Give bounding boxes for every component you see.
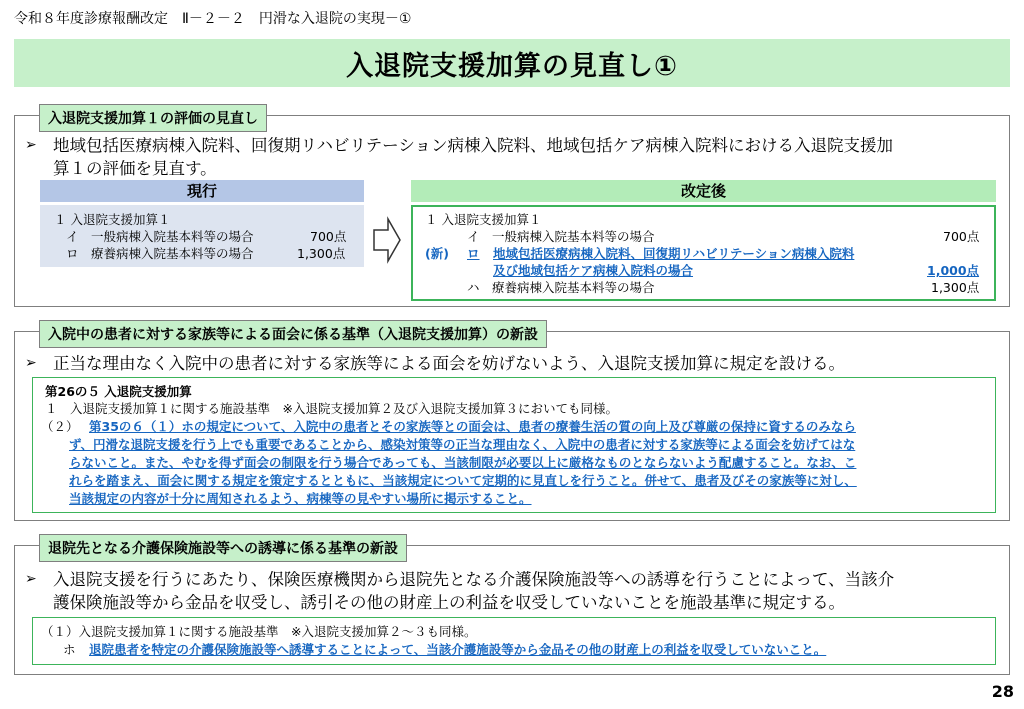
provision-line: 第35の６（１）ホの規定について、入院中の患者とその家族等との面会は、患者の療養生活の質の向上及び尊厳の保持に資するのみなら — [89, 419, 856, 434]
section-bullet — [25, 134, 1005, 180]
arrow-bullet-icon: ➢ — [25, 355, 37, 371]
current-item-i: イ 一般病棟入院基本料等の場合 — [66, 229, 254, 244]
revised-line: １ 入退院支援加算１ — [425, 212, 542, 227]
section-bullet — [25, 352, 1005, 375]
bullet-text-line: 地域包括医療病棟入院料、回復期リハビリテーション病棟入院料、地域包括ケア病棟入院料における入退院支援加 — [53, 136, 894, 155]
current-line: １ 入退院支援加算１ — [54, 212, 171, 227]
title-banner — [14, 39, 1010, 87]
provision-box — [32, 377, 996, 513]
bullet-text-line: 護保険施設等から金品を収受し、誘引その他の財産上の利益を収受していないことを施設基準に規定する。 — [53, 593, 845, 612]
provision-line: 当該規定の内容が十分に周知されるよう、病棟等の見やすい場所に掲示すること。 — [69, 491, 532, 506]
provision-item-ho: ホ — [63, 642, 76, 657]
revised-heading: 改定後 — [411, 180, 996, 202]
current-content — [40, 205, 364, 267]
right-arrow-icon — [372, 215, 402, 265]
arrow-bullet-icon: ➢ — [25, 571, 37, 587]
bullet-text-line: 正当な理由なく入院中の患者に対する家族等による面会を妨げないよう、入退院支援加算に規定を設ける。 — [53, 354, 845, 373]
provision-line: らないこと。また、やむを得ず面会の制限を行う場合であっても、当該制限が必要以上に厳格なものとならないよう配慮すること。なお、こ — [69, 455, 857, 470]
new-tag: (新) — [425, 246, 449, 261]
revised-item-i: イ 一般病棟入院基本料等の場合 — [467, 229, 655, 244]
provision-line: １ 入退院支援加算１に関する施設基準 ※入退院支援加算２及び入退院支援加算３においても同様。 — [45, 401, 618, 416]
revised-item-ro-line1: 地域包括医療病棟入院料、回復期リハビリテーション病棟入院料 — [493, 246, 855, 261]
revised-item-ro-kana: ロ — [467, 246, 480, 261]
arrow-bullet-icon: ➢ — [25, 137, 37, 153]
section-label: 入退院支援加算１の評価の見直し — [39, 104, 267, 132]
revised-item-ro-line2: 及び地域包括ケア病棟入院料の場合 — [493, 263, 694, 278]
provision-line: ず、円滑な退院支援を行う上でも重要であることから、感染対策等の正当な理由なく、入院中の患者に対する家族等による面会を妨げてはな — [69, 437, 856, 452]
section-bullet — [25, 568, 1005, 614]
section-label: 退院先となる介護保険施設等への誘導に係る基準の新設 — [39, 534, 407, 562]
page-title: 入退院支援加算の見直し① — [346, 50, 678, 82]
current-item-ro-value: 1,300点 — [297, 246, 346, 261]
revised-item-ro-value: 1,000点 — [927, 263, 980, 278]
provision-number: （２） — [41, 419, 79, 434]
revised-item-ha: ハ 療養病棟入院基本料等の場合 — [467, 280, 655, 295]
bullet-text-line: 算１の評価を見直す。 — [53, 159, 217, 178]
provision-line: （１）入退院支援加算１に関する施設基準 ※入退院支援加算２～３も同様。 — [41, 624, 477, 639]
current-heading: 現行 — [40, 180, 364, 202]
breadcrumb: 令和８年度診療報酬改定 Ⅱ－２－２ 円滑な入退院の実現－① — [14, 11, 412, 27]
section-label: 入院中の患者に対する家族等による面会に係る基準（入退院支援加算）の新設 — [39, 320, 547, 348]
page-number: 28 — [991, 682, 1014, 701]
provision-line: 退院患者を特定の介護保険施設等へ誘導することによって、当該介護施設等から金品その他の財産上の利益を収受していないこと。 — [89, 642, 827, 657]
revised-content — [411, 205, 996, 301]
bullet-text-line: 入退院支援を行うにあたり、保険医療機関から退院先となる介護保険施設等への誘導を行うことによって、当該介 — [53, 570, 895, 589]
provision-box — [32, 617, 996, 665]
current-item-ro: ロ 療養病棟入院基本料等の場合 — [66, 246, 254, 261]
provision-title: 第26の５ 入退院支援加算 — [45, 384, 192, 399]
revised-item-i-value: 700点 — [943, 229, 980, 244]
current-item-i-value: 700点 — [310, 229, 347, 244]
revised-item-ha-value: 1,300点 — [931, 280, 980, 295]
provision-line: れらを踏まえ、面会に関する規定を策定するとともに、当該規定について定期的に見直しを行うこと。併せて、患者及びその家族等に対し、 — [69, 473, 857, 488]
